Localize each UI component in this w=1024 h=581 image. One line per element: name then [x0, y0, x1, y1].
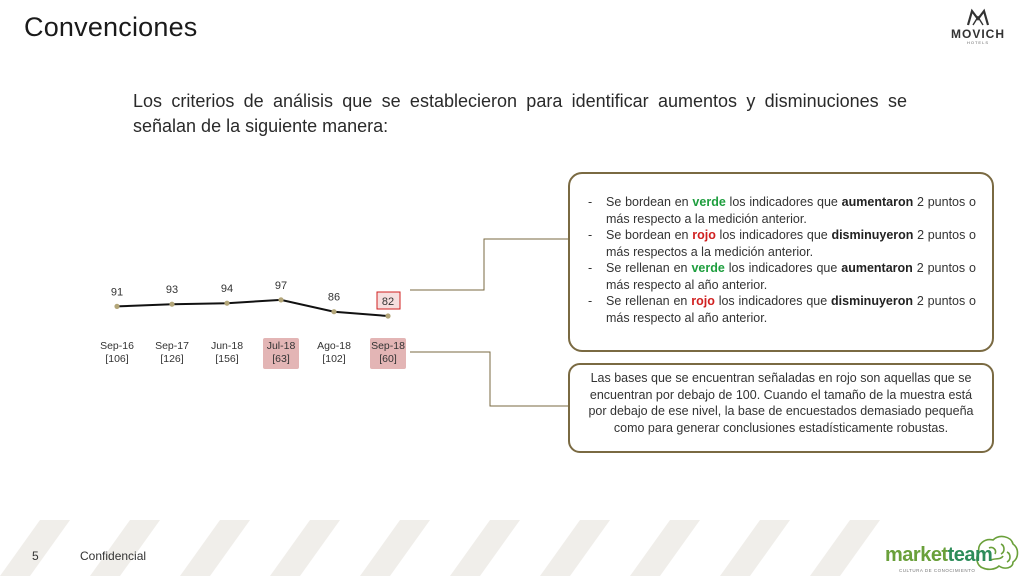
- decorative-stripes: [0, 520, 1024, 576]
- data-point: [385, 313, 390, 318]
- base-label: [102]: [322, 353, 346, 365]
- criteria-bold-word: aumentaron: [841, 261, 913, 275]
- value-label: 82: [381, 296, 395, 308]
- value-label: 93: [165, 284, 179, 297]
- data-point: [114, 304, 119, 309]
- criteria-color-word: verde: [692, 195, 726, 209]
- criteria-bold-word: aumentaron: [841, 195, 914, 209]
- marketteam-tagline: CULTURA DE CONOCIMIENTO: [899, 568, 976, 573]
- criteria-item: - Se bordean en verde los indicadores que aumentaron 2 puntos o más respecto a la medición anterior.: [586, 194, 976, 227]
- page-title: Convenciones: [24, 12, 198, 42]
- base-label: [63]: [272, 353, 290, 365]
- base-label: [156]: [215, 353, 239, 365]
- connector-line: [410, 352, 568, 406]
- category-label: Jun-18: [210, 340, 244, 352]
- category-label: Jul-18: [266, 340, 296, 352]
- data-point: [224, 301, 229, 306]
- criteria-list: [586, 194, 976, 326]
- data-point: [278, 297, 283, 302]
- value-label: 86: [327, 291, 341, 304]
- category-label: Sep-16: [100, 340, 134, 352]
- criteria-item: - Se bordean en rojo los indicadores que disminuyeron 2 puntos o más respectos a la medición anterior.: [586, 227, 976, 260]
- criteria-bold-word: disminuyeron: [831, 228, 914, 242]
- base-label: [60]: [379, 353, 397, 365]
- value-label: 97: [274, 279, 288, 292]
- intro-text: Los criterios de análisis que se establecieron para identificar aumentos y disminuciones se señalan de la siguiente manera:: [133, 91, 907, 136]
- data-point: [331, 309, 336, 314]
- connector-line: [410, 239, 568, 290]
- base-label: [106]: [105, 353, 129, 365]
- value-label: 94: [220, 283, 234, 296]
- criteria-color-word: rojo: [691, 294, 715, 308]
- category-label: Ago-18: [317, 340, 351, 352]
- category-label: Sep-17: [155, 340, 189, 352]
- data-point: [169, 302, 174, 307]
- value-label: 91: [110, 286, 124, 299]
- criteria-color-word: rojo: [692, 228, 716, 242]
- movich-logo-text: MOVICH: [951, 27, 1005, 41]
- base-label: [126]: [160, 353, 184, 365]
- criteria-item: - Se rellenan en rojo los indicadores que disminuyeron 2 puntos o más respecto al año anterior.: [586, 293, 976, 326]
- marketteam-logo: [885, 530, 1020, 576]
- criteria-item: - Se rellenan en verde los indicadores que aumentaron 2 puntos o más respecto al año anterior.: [586, 260, 976, 293]
- bases-box: Las bases que se encuentran señaladas en rojo son aquellas que se encuentran por debajo de 100. Cuando el tamaño de la muestra está por debajo de ese nivel, la base de encuestados demasiado pequeña como para generar conclusiones estadísticamente robustas.: [568, 363, 994, 453]
- confidential-label: Confidencial: [80, 549, 147, 563]
- page-number: 5: [32, 549, 39, 563]
- criteria-color-word: verde: [691, 261, 725, 275]
- series-line: [117, 300, 388, 316]
- criteria-box: [568, 172, 994, 352]
- movich-logo-subtext: HOTELS: [966, 40, 989, 45]
- marketteam-logo-text: marketteam: [885, 544, 993, 566]
- criteria-bold-word: disminuyeron: [831, 294, 913, 308]
- category-label: Sep-18: [371, 340, 405, 352]
